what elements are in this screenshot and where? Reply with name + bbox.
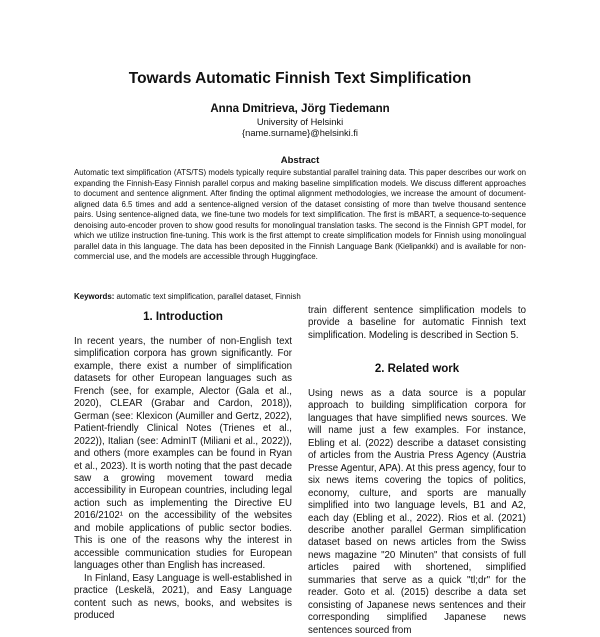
intro-continued-paragraph: train different sentence simplification models to provide a baseline for automatic Finnish text simplification. Modeling is described in Section 5.: [308, 305, 526, 341]
related-paragraph-1: Using news as a data source is a popular approach to building simplification corpora for languages that have simplified news sources. We will name just a few examples. For instance, Ebling et al. (2022) describe a dataset consisting of articles from the Austria Press Agency (Austria Presse Agentur, APA). At this press agency, four to six news items covering the topics of politics, economy, culture, and sports are manually simplified into two language levels, B1 and A2, each day (Ebling et al., 2022). Rios et al. (2021) describe another parallel German simplification dataset based on news articles from the Swiss news magazine "20 Minuten" that consists of full articles paired with shortened, simplified summaries that serve as a quick "tl;dr" for the reader. Goto et al. (2015) describe a data set consisting of Japanese news sentences and their corresponding simplified Japanese news sentences sourced from: [308, 388, 526, 636]
abstract-text: Automatic text simplification (ATS/TS) models typically require substantial parallel training data. This paper describes our work on expanding the Finnish-Easy Finnish parallel corpus and making baseline simplification models. We discuss different approaches to document and sentence alignment. After finding the optimal alignment methodologies, we increase the amount of document-aligned data 6.5 times and add a sentence-aligned version of the dataset consisting of more than twelve thousand sentence pairs. Using sentence-aligned data, we fine-tune two models for text simplification. The first is mBART, a sequence-to-sequence denoising auto-encoder proven to show good results for monolingual translation tasks. The second is the Finnish GPT model, for which we utilize instruction fine-tuning. This work is the first attempt to create simplification models for Finnish using monolingual parallel data in this language. The data has been deposited in the Finnish Language Bank (Kielipankki) and is available for non-commercial use, and the models are accessible through Huggingface.: [74, 168, 526, 261]
keywords-text: automatic text simplification, parallel dataset, Finnish: [116, 292, 301, 301]
related-work-heading: 2. Related work: [374, 363, 460, 375]
intro-paragraph-1: In recent years, the number of non-English text simplification corpora has grown significantly. For example, there exist a number of simplification datasets for other European languages such as French (see, for example, Alector (Gala et al., 2020), CLEAR (Grabar and Cardon, 2018)), German (see: Klexicon (Aumiller and Gertz, 2022), Patient-friendly Clinical Notes (Trienes et al., 2022)), Italian (see: AdminIT (Miliani et al., 2022)), and others (more examples can be found in Ryan et al., 2023). It is worth noting that the past decade saw a growing movement toward media accessibility in European countries, including legal action such as implementing the Directive EU 2016/2102¹ on the accessibility of the websites and mobile applications of public sector bodies. This is one of the reasons why the interest in accessible communication studies for European languages other than English has increased.: [74, 336, 292, 572]
author-info: [0, 117, 600, 139]
keywords: [74, 292, 526, 302]
abstract-heading: Abstract: [280, 155, 320, 166]
author-email: {name.surname}@helsinki.fi: [242, 128, 358, 138]
left-column: [74, 336, 292, 622]
introduction-heading: 1. Introduction: [143, 311, 223, 323]
intro-paragraph-2: In Finland, Easy Language is well-established in practice (Leskelä, 2021), and Easy Language content such as news, books, and websites is produced: [74, 572, 292, 621]
paper-title: Towards Automatic Finnish Text Simplification: [128, 70, 472, 87]
affiliation: University of Helsinki: [256, 117, 344, 127]
keywords-label: Keywords:: [74, 292, 115, 301]
paper-authors: Anna Dmitrieva, Jörg Tiedemann: [210, 103, 390, 115]
right-column-top: [308, 305, 526, 342]
